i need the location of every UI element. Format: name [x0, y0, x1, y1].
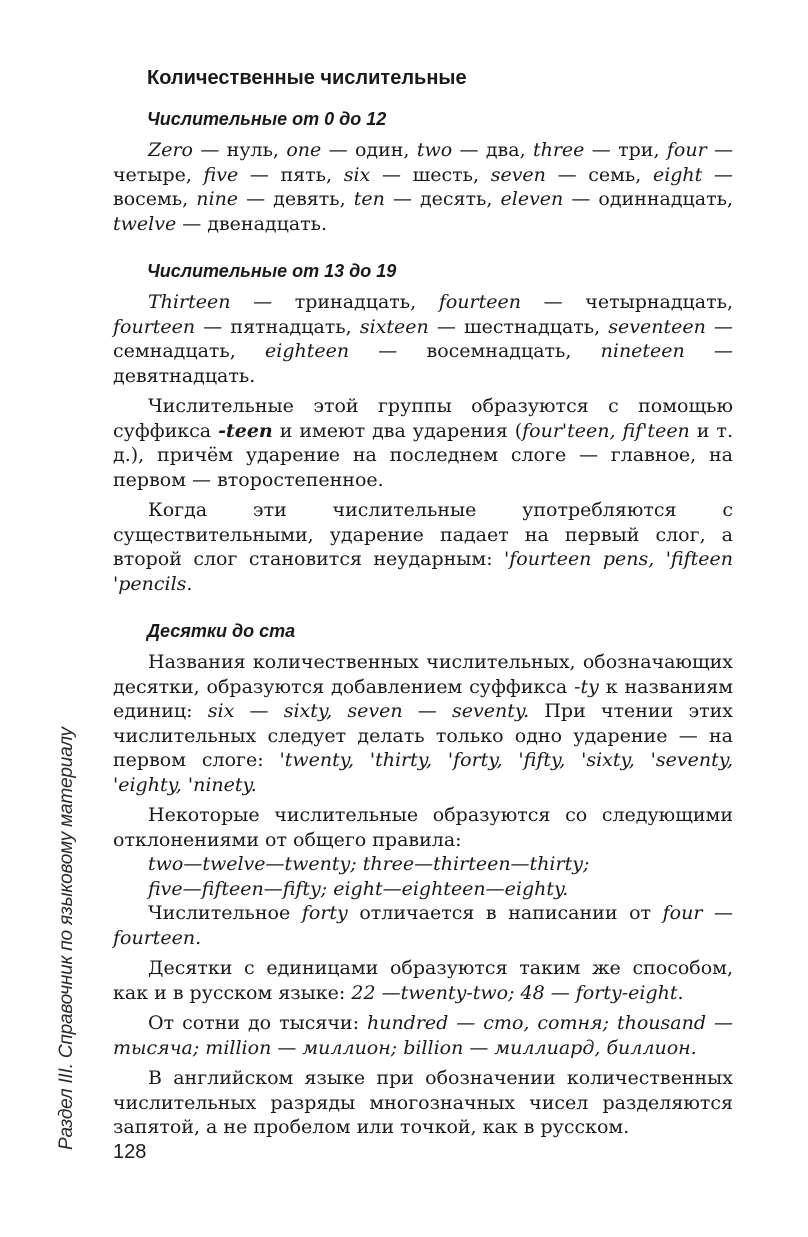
paragraph-numbers-13-19: Thirteen — тринадцать, fourteen — четырнадцать, fourteen — пятнадцать, sixteen — шестнадцать, seventeen — семнадцать, eighteen — восемнадцать, nineteen — девятнадцать.	[113, 291, 733, 387]
paragraph-compound-tens: Десятки с единицами образуются таким же способом, как и в русском языке: 22 —twenty-two; 48 — forty-eight.	[113, 957, 733, 1004]
page-title: Количественные числительные	[147, 67, 467, 89]
section-heading-tens: Десятки до ста	[147, 621, 296, 641]
paragraph-forty: Числительное forty отличается в написании от four — fourteen.	[113, 902, 734, 949]
paragraph-numbers-0-12: Zero — нуль, one — один, two — два, three — три, four — четыре, five — пять, six — шесть, seven — семь, eight — восемь, nine — девять, ten — десять, eleven — одиннадцать, twelve — двенадцать.	[113, 139, 734, 235]
section-heading-13-19: Числительные от 13 до 19	[147, 261, 397, 281]
paragraph-separators: В английском языке при обозначении количественных числительных разряды многозначных чисел разделяются запятой, а не пробелом или точкой, как в русском.	[113, 1067, 733, 1138]
section-heading-0-12: Числительные от 0 до 12	[147, 109, 387, 129]
paragraph-teen-stress: Когда эти числительные употребляются с существительными, ударение падает на первый слог, а второй слог становится неударным: 'fourteen pens, 'fifteen 'pencils.	[113, 499, 733, 595]
exceptions-line-1: two—twelve—twenty; three—thirteen—thirty;	[148, 853, 590, 875]
paragraph-exceptions: Некоторые числительные образуются со следующими отклонениями от общего правила:	[113, 804, 733, 851]
paragraph-hundreds: От сотни до тысячи: hundred — сто, сотня; thousand — тысяча; million — миллион; billion — миллиард, биллион.	[113, 1012, 733, 1059]
exceptions-examples	[113, 852, 733, 901]
page-content	[113, 64, 733, 1140]
paragraph-ty-suffix: Названия количественных числительных, обозначающих десятки, образуются добавлением суффикса -ty к названиям единиц: six — sixty, seven — seventy. При чтении этих числительных следует делать только одно ударение — на первом слоге: 'twenty, 'thirty, 'forty, 'fifty, 'sixty, 'seventy, 'eighty, 'ninety.	[113, 651, 733, 796]
paragraph-teen-suffix: Числительные этой группы образуются с помощью суффикса -teen и имеют два ударения (four'teen, fif'teen и т. д.), причём ударение на последнем слоге — главное, на первом — второстепенное.	[113, 395, 733, 491]
exceptions-line-2: five—fifteen—fifty; eight—eighteen—eighty.	[148, 877, 569, 900]
page-number: 128	[113, 1141, 147, 1163]
section-sidebar-label: Раздел III. Справочник по языковому материалу	[56, 727, 77, 1150]
